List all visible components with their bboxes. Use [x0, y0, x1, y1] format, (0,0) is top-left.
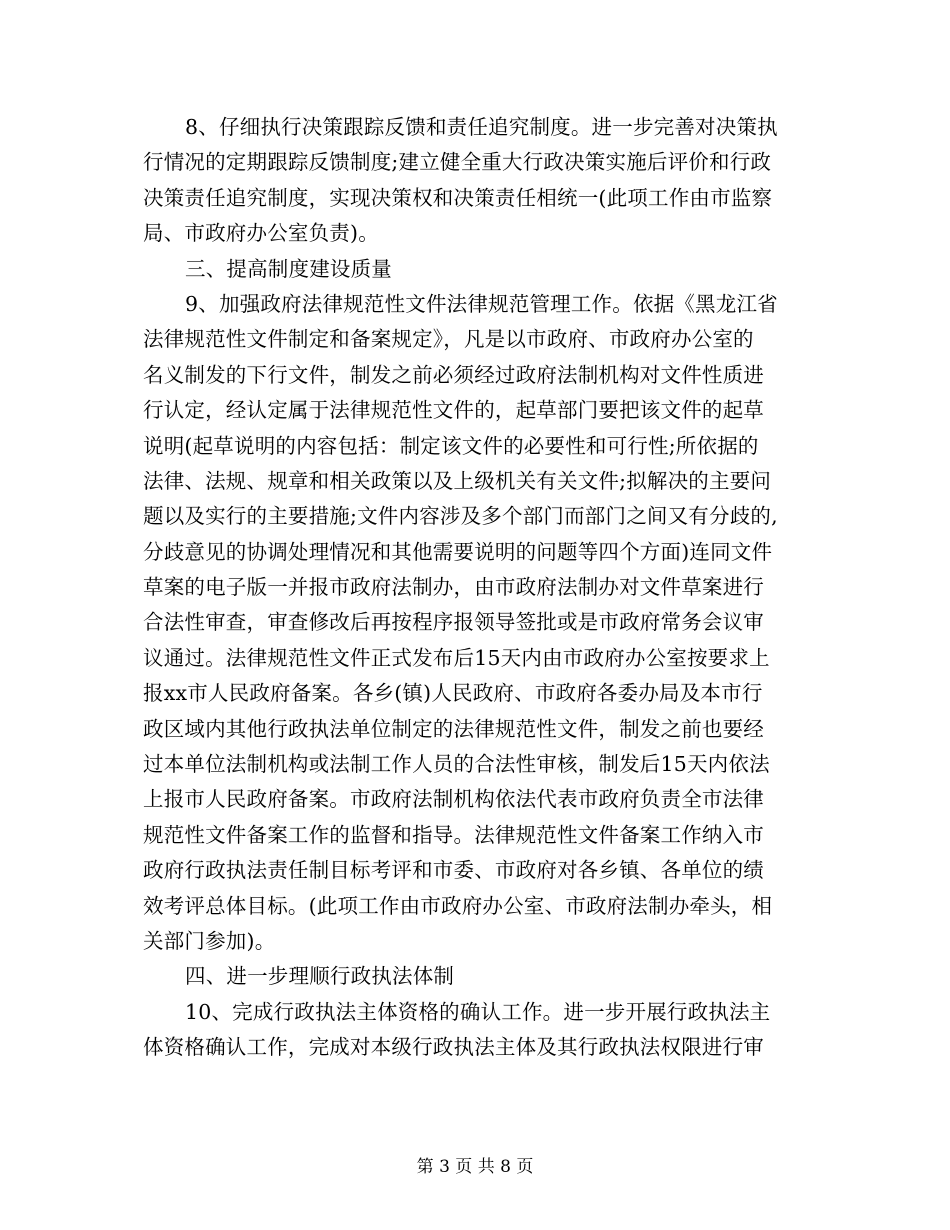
text-line: 行认定，经认定属于法律规范性文件的，起草部门要把该文件的起草	[143, 398, 764, 423]
text-line: 行情况的定期跟踪反馈制度;建立健全重大行政决策实施后评价和行政	[143, 150, 772, 175]
text-line: 上报市人民政府备案。市政府法制机构依法代表市政府负责全市法律	[143, 787, 764, 812]
text-line: 议通过。法律规范性文件正式发布后15天内由市政府办公室按要求上	[143, 645, 770, 670]
text-line: 规范性文件备案工作的监督和指导。法律规范性文件备案工作纳入市	[143, 822, 764, 847]
text-line: 9、加强政府法律规范性文件法律规范管理工作。依据《黑龙江省	[185, 291, 778, 316]
text-line: 题以及实行的主要措施;文件内容涉及多个部门而部门之间又有分歧的,	[143, 504, 778, 529]
text-line: 法律规范性文件制定和备案规定》，凡是以市政府、市政府办公室的	[143, 327, 754, 352]
text-line: 合法性审查，审查修改后再按程序报领导签批或是市政府常务会议审	[143, 610, 764, 635]
text-line: 效考评总体目标。(此项工作由市政府办公室、市政府法制办牵头，相	[143, 893, 773, 918]
page-footer: 第 3 页 共 8 页	[416, 1157, 534, 1177]
text-line: 政府行政执法责任制目标考评和市委、市政府对各乡镇、各单位的绩	[143, 858, 764, 883]
text-line: 四、进一步理顺行政执法体制	[185, 964, 455, 989]
text-line: 法律、法规、规章和相关政策以及上级机关有关文件;拟解决的主要问	[143, 468, 772, 493]
text-line: 政区域内其他行政执法单位制定的法律规范性文件，制发之前也要经	[143, 716, 764, 741]
text-line: 局、市政府办公室负责)。	[143, 221, 379, 246]
text-line: 关部门参加)。	[143, 928, 276, 953]
text-line: 报xx市人民政府备案。各乡(镇)人民政府、市政府各委办局及本市行	[143, 681, 763, 706]
text-line: 体资格确认工作，完成对本级行政执法主体及其行政执法权限进行审	[143, 1035, 764, 1060]
text-line: 分歧意见的协调处理情况和其他需要说明的问题等四个方面)连同文件	[143, 539, 773, 564]
text-line: 10、完成行政执法主体资格的确认工作。进一步开展行政执法主	[185, 999, 771, 1024]
text-line: 过本单位法制机构或法制工作人员的合法性审核，制发后15天内依法	[143, 752, 770, 777]
text-line: 8、仔细执行决策跟踪反馈和责任追究制度。进一步完善对决策执	[185, 115, 778, 139]
text-line: 三、提高制度建设质量	[185, 256, 392, 281]
text-line: 名义制发的下行文件，制发之前必须经过政府法制机构对文件性质进	[143, 362, 764, 387]
text-line: 说明(起草说明的内容包括：制定该文件的必要性和可行性;所依据的	[143, 433, 759, 458]
document-body	[143, 110, 808, 1066]
text-line: 决策责任追究制度，实现决策权和决策责任相统一(此项工作由市监察	[143, 185, 773, 210]
text-line: 草案的电子版一并报市政府法制办，由市政府法制办对文件草案进行	[143, 575, 764, 600]
